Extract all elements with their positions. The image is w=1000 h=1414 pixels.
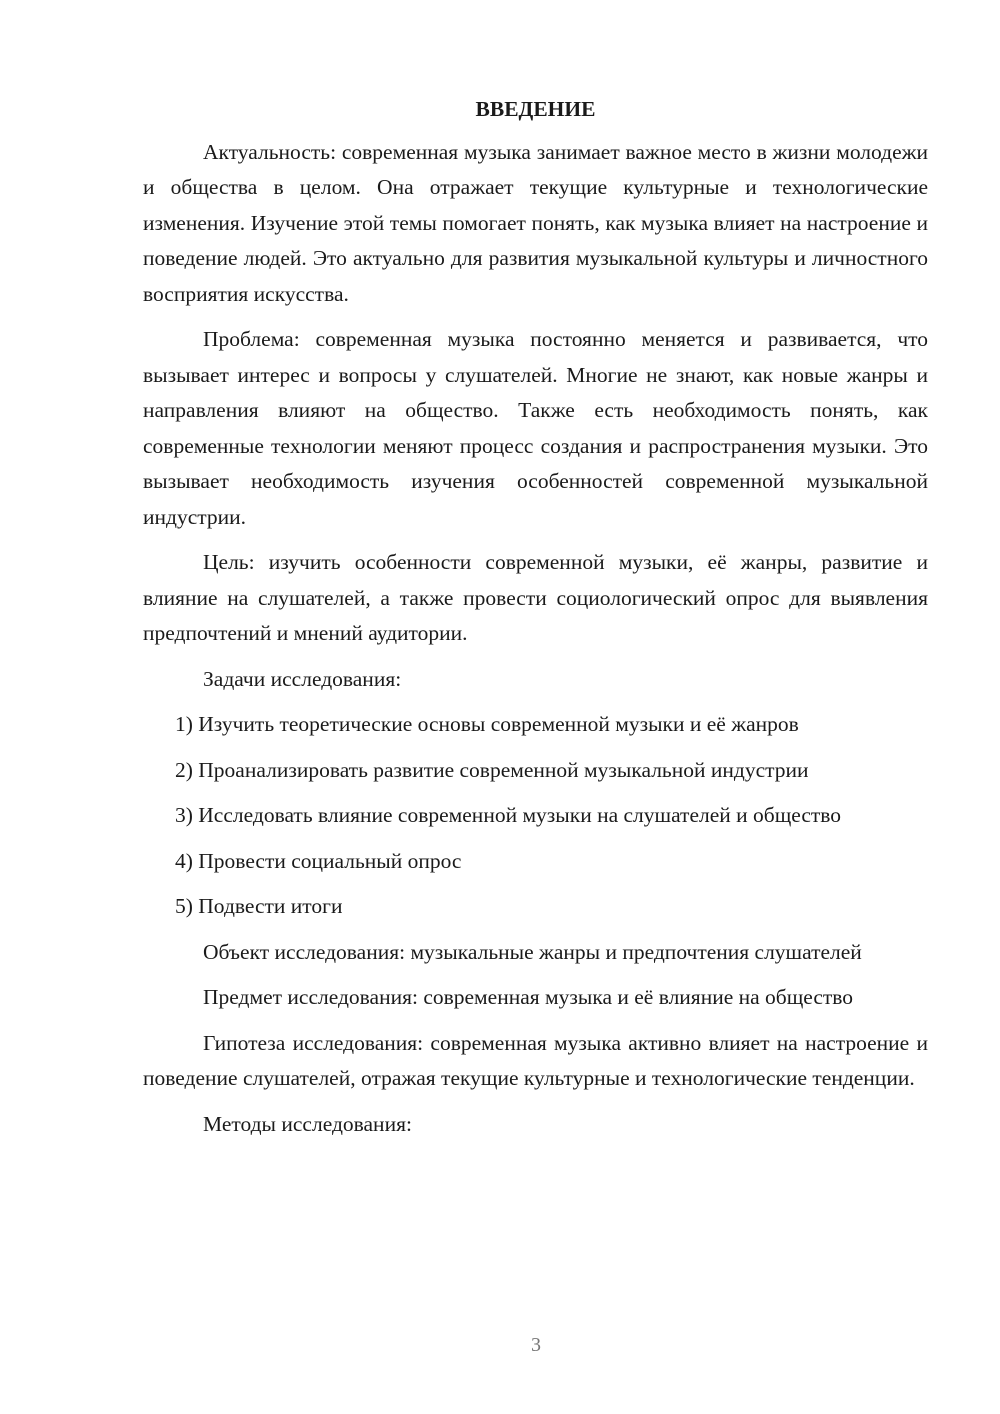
page-number: 3 — [531, 1334, 541, 1356]
object-paragraph: Объект исследования: музыкальные жанры и предпочтения слушателей — [203, 939, 862, 964]
goal-paragraph: Цель: изучить особенности современной музыки, её жанры, развитие и влияние на слушателей, а также провести социологический опрос для выявления предпочтений и мнений аудитории. — [143, 550, 928, 645]
task-item: 4) Провести социальный опрос — [175, 848, 462, 873]
tasks-heading: Задачи исследования: — [203, 666, 402, 691]
task-item: 3) Исследовать влияние современной музыки на слушателей и общество — [175, 803, 842, 827]
task-item: 2) Проанализировать развитие современной музыкальной индустрии — [175, 757, 809, 782]
problem-paragraph: Проблема: современная музыка постоянно меняется и развивается, что вызывает интерес и вопросы у слушателей. Многие не знают, как новые жанры и направления влияют на общество. Также есть необходимость понять, как современные технологии меняют процесс создания и распространения музыки. Это вызывает необходимость изучения особенностей современной музыкальной индустрии. — [143, 327, 928, 529]
hypothesis-paragraph: Гипотеза исследования: современная музыка активно влияет на настроение и поведение слушателей, отражая текущие культурные и технологические тенденции. — [143, 1030, 928, 1090]
subject-paragraph: Предмет исследования: современная музыка и её влияние на общество — [203, 985, 854, 1009]
methods-heading: Методы исследования: — [203, 1111, 412, 1136]
section-title: ВВЕДЕНИЕ — [475, 97, 596, 121]
document-page — [143, 92, 928, 1152]
task-item: 5) Подвести итоги — [175, 894, 343, 918]
relevance-paragraph: Актуальность: современная музыка занимает важное место в жизни молодежи и общества в целом. Она отражает текущие культурные и технологические изменения. Изучение этой темы помогает понять, как музыка влияет на настроение и поведение людей. Это актуально для развития музыкальной культуры и личностного восприятия искусства. — [143, 139, 928, 306]
task-item: 1) Изучить теоретические основы современной музыки и её жанров — [175, 712, 799, 736]
